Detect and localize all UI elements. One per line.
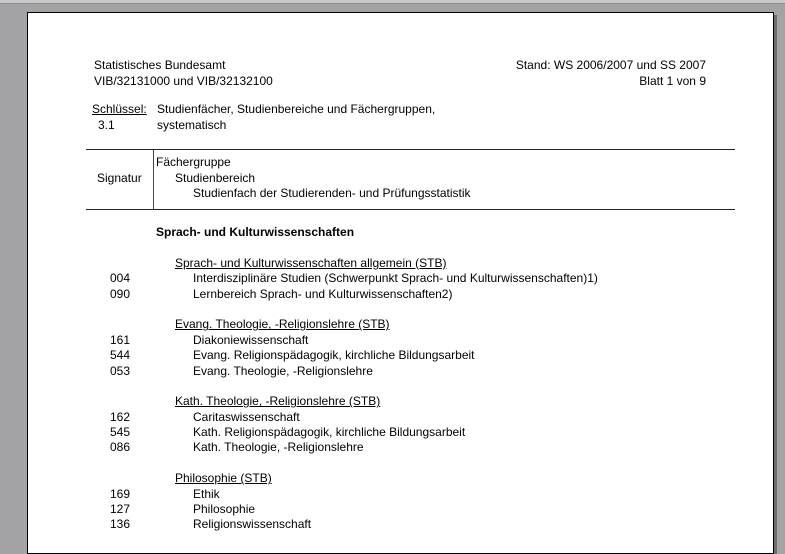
studienfach-name: Religionswissenschaft xyxy=(193,517,312,532)
studienbereich-row xyxy=(28,394,773,409)
key-title-2: systematisch xyxy=(157,118,227,132)
studienfach-name: Evang. Religionspädagogik, kirchliche Bildungsarbeit xyxy=(193,348,475,363)
signatur: 545 xyxy=(110,425,131,440)
studienfach-row xyxy=(28,364,773,379)
studienbereich-row xyxy=(28,471,773,486)
studienfach-name: Caritaswissenschaft xyxy=(193,409,300,424)
signatur: 544 xyxy=(110,348,131,363)
signatur: 086 xyxy=(110,440,131,455)
studienbereich-title: Philosophie (STB) xyxy=(175,471,272,486)
studienfach-row xyxy=(28,440,773,455)
studienfach-row xyxy=(28,333,773,348)
studienfach-name: Interdisziplinäre Studien (Schwerpunkt Sprach- und Kulturwissenschaften)1) xyxy=(193,271,598,286)
signatur: 090 xyxy=(110,286,131,301)
key-label: Schlüssel: xyxy=(92,102,147,116)
table-header-divider xyxy=(153,150,154,210)
studienfach-row xyxy=(28,410,773,425)
studienfach-name: Lernbereich Sprach- und Kulturwissenschaften2) xyxy=(193,286,453,301)
key-title: Studienfächer, Studienbereiche und Fächergruppen, xyxy=(157,102,436,116)
signatur: 127 xyxy=(110,502,131,517)
signatur: 162 xyxy=(110,409,131,424)
spacer xyxy=(28,456,773,471)
signatur: 169 xyxy=(110,486,131,501)
studienbereich-title: Sprach- und Kulturwissenschaften allgemein (STB) xyxy=(175,255,447,270)
studienfach-name: Philosophie xyxy=(193,502,256,517)
studienbereich-row xyxy=(28,256,773,271)
key-number: 3.1 xyxy=(98,118,115,132)
studienfach-row xyxy=(28,287,773,302)
studienfach-row xyxy=(28,425,773,440)
studienfach-name: Evang. Theologie, -Religionslehre xyxy=(193,363,373,378)
studienfach-row xyxy=(28,348,773,363)
document-page xyxy=(27,12,774,554)
studienfach-row xyxy=(28,517,773,532)
signatur: 004 xyxy=(110,271,131,286)
stand: Stand: WS 2006/2007 und SS 2007 xyxy=(515,58,706,72)
header-studienfach: Studienfach der Studierenden- und Prüfungsstatistik xyxy=(193,186,471,200)
studienfach-row xyxy=(28,487,773,502)
faechergruppe-title: Sprach- und Kulturwissenschaften xyxy=(156,225,355,239)
studienfach-row xyxy=(28,502,773,517)
faechergruppe-row xyxy=(28,225,773,240)
spacer xyxy=(28,379,773,394)
codes: VIB/32131000 und VIB/32132100 xyxy=(94,74,273,88)
studienfach-name: Ethik xyxy=(193,486,220,501)
window-top-edge xyxy=(0,0,785,4)
signatur: 136 xyxy=(110,517,131,532)
studienfach-name: Diakoniewissenschaft xyxy=(193,332,309,347)
header-studienbereich: Studienbereich xyxy=(175,171,256,185)
sheet-number: Blatt 1 von 9 xyxy=(639,74,706,88)
signatur: 053 xyxy=(110,363,131,378)
spacer xyxy=(28,302,773,317)
header-signatur: Signatur xyxy=(97,171,142,185)
header-faechergruppe: Fächergruppe xyxy=(156,155,231,169)
table-header-top-rule xyxy=(86,149,735,150)
studienbereich-title: Kath. Theologie, -Religionslehre (STB) xyxy=(175,394,381,409)
studienbereich-row xyxy=(28,317,773,332)
studienfach-name: Kath. Theologie, -Religionslehre xyxy=(193,440,364,455)
table-header-bottom-rule xyxy=(86,209,735,210)
studienfach-row xyxy=(28,271,773,286)
table-body xyxy=(28,225,773,533)
studienbereich-title: Evang. Theologie, -Religionslehre (STB) xyxy=(175,317,390,332)
publisher: Statistisches Bundesamt xyxy=(94,58,226,72)
spacer xyxy=(28,240,773,255)
studienfach-name: Kath. Religionspädagogik, kirchliche Bildungsarbeit xyxy=(193,425,466,440)
signatur: 161 xyxy=(110,332,131,347)
